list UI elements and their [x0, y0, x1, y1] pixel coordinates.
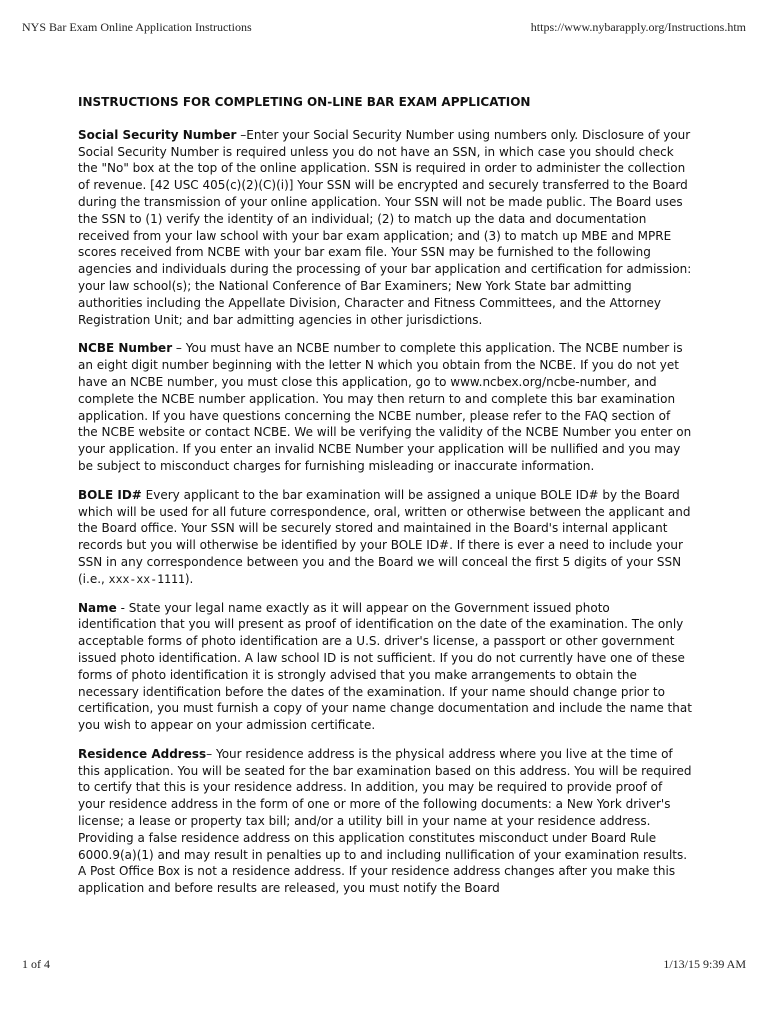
page-number: 1 of 4	[22, 957, 50, 971]
ncbe-text: – You must have an NCBE number to complete this application. The NCBE number is an eight digit number beginning with the letter N which you obtain from the NCBE. If you do not yet have an NCBE number, you must close this application, go to www.ncbex.org/ncbe-number, and complete the NCBE number application. You may then return to and complete this bar examination application. If you have questions concerning the NCBE number, please refer to the FAQ section of the NCBE website or contact NCBE. We will be verifying the validity of the NCBE Number you enter on your application. If you enter an invalid NCBE Number your application will be nullified and you may be subject to misconduct charges for furnishing misleading or inaccurate information.	[78, 341, 692, 473]
bole-text-end: ).	[184, 571, 194, 586]
page-title: NYS Bar Exam Online Application Instructions	[22, 20, 252, 34]
bole-text: Every applicant to the bar examination will be assigned a unique BOLE ID# by the Board which will be used for all future correspondence, oral, written or otherwise between the applicant and the Board office. Your SSN will be securely stored and maintained in the Board's internal applicant records but you will otherwise be identified by your BOLE ID#. If there is ever a need to include your SSN in any correspondence between you and the Board we will conceal the first 5 digits of your SSN (i.e.,	[78, 487, 691, 586]
name-label: Name	[78, 600, 117, 615]
residence-text: – Your residence address is the physical address where you live at the time of this application. You will be seated for the bar examination based on this address. You will be required to certify that this is your residence address. In addition, you may be required to provide proof of your residence address in the form of one or more of the following documents: a New York driver's license; a lease or property tax bill; and/or a utility bill in your name at your residence address. Providing a false residence address on this application constitutes misconduct under Board Rule 6000.9(a)(1) and may result in penalties up to and including nullification of your examination results. A Post Office Box is not a residence address. If your residence address changes after you make this application and before results are released, you must notify the Board	[78, 746, 692, 896]
name-text: - State your legal name exactly as it will appear on the Government issued photo identification that you will present as proof of identification on the date of the examination. The only acceptable forms of photo identification are a U.S. driver's license, a passport or other government issued photo identification. A law school ID is not sufficient. If you do not currently have one of these forms of photo identification it is strongly advised that you make arrangements to obtain the necessary identification before the dates of the examination. If your name should change prior to certification, you must furnish a copy of your name change documentation and include the name that you wish to appear on your admission certificate.	[78, 600, 692, 733]
print-footer	[22, 957, 746, 972]
print-header	[22, 20, 746, 35]
ncbe-paragraph	[78, 340, 692, 474]
residence-paragraph	[78, 746, 692, 897]
ssn-text: –Enter your Social Security Number using numbers only. Disclosure of your Social Security Number is required unless you do not have an SSN, in which case you should check the "No" box at the top of the online application. SSN is required in order to administer the collection of revenue. [42 USC 405(c)(2)(C)(i)] Your SSN will be encrypted and securely transferred to the Board during the transmission of your online application. Your SSN will not be made public. The Board uses the SSN to (1) verify the identity of an individual; (2) to match up the data and documentation received from your law school with your bar exam application; and (3) to match up MBE and MPRE scores received from NCBE with your bar exam file. Your SSN may be furnished to the following agencies and individuals during the processing of your bar application and certification for admission: your law school(s); the National Conference of Bar Examiners; New York State bar admitting authorities including the Appellate Division, Character and Fitness Committees, and the Attorney Registration Unit; and bar admitting agencies in other jurisdictions.	[78, 127, 692, 327]
residence-label: Residence Address	[78, 746, 207, 761]
document-heading: INSTRUCTIONS FOR COMPLETING ON-LINE BAR EXAM APPLICATION	[78, 95, 531, 109]
ssn-paragraph	[78, 127, 692, 329]
name-paragraph	[78, 600, 692, 734]
bole-paragraph	[78, 487, 692, 588]
print-datetime: 1/13/15 9:39 AM	[663, 957, 746, 971]
document-body	[78, 94, 692, 909]
masked-ssn: xxx-xx-1111	[108, 571, 185, 586]
ncbe-label: NCBE Number	[78, 341, 173, 356]
bole-label: BOLE ID#	[78, 487, 142, 502]
page-url: https://www.nybarapply.org/Instructions.htm	[530, 20, 746, 34]
ssn-label: Social Security Number	[78, 127, 237, 142]
